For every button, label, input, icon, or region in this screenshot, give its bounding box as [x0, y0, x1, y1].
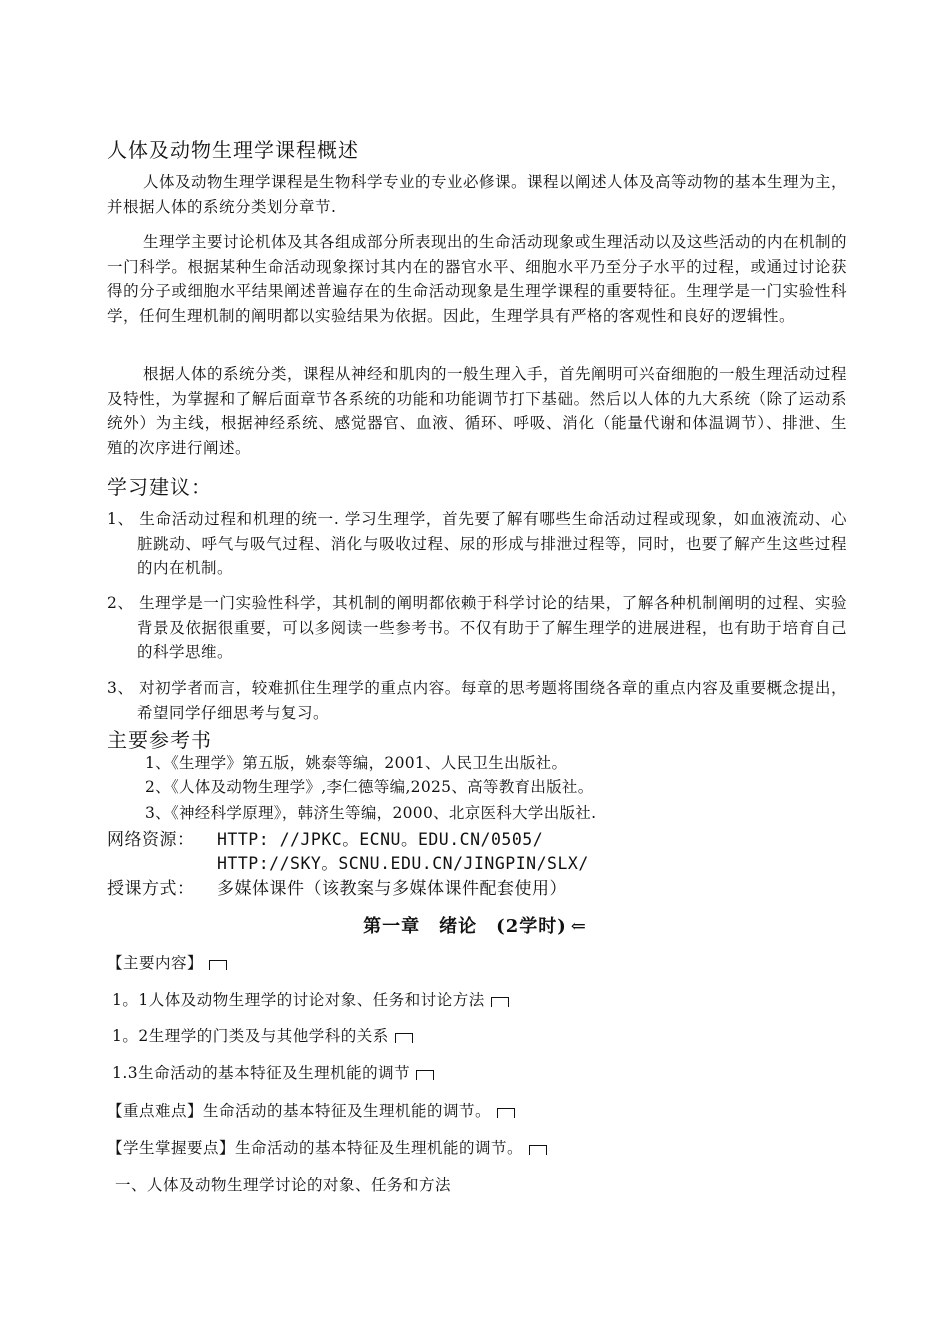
resource-url-2[interactable]: HTTP://SKY。SCNU.EDU.CN/JINGPIN/SLX/	[217, 854, 589, 873]
study-advice-heading: 学习建议：	[107, 475, 212, 499]
study-advice-item-3: 3、 对初学者而言，较难抓住生理学的重点内容。每章的思考题将围绕各章的重点内容及重要概念提出，希望同学仔细思考与复习。	[107, 679, 847, 722]
reference-item-1: 1、《生理学》第五版，姚泰等编，2001、人民卫生出版社。	[145, 754, 568, 772]
paragraph-mark-icon	[529, 1145, 547, 1155]
references-heading: 主要参考书	[107, 728, 212, 752]
arrow-mark-icon: ⇐	[570, 916, 587, 937]
teaching-method-value: 多媒体课件（该教案与多媒体课件配套使用）	[217, 879, 567, 899]
chapter-title	[0, 912, 950, 938]
teaching-method-label: 授课方式：	[107, 879, 195, 899]
chapter-title-text: 第一章 绪论 (2学时)	[363, 916, 567, 937]
teaching-method-row	[107, 874, 567, 899]
study-advice-item-1: 1、 生命活动过程和机理的统一. 学习生理学，首先要了解有哪些生命活动过程或现象，如血液流动、心脏跳动、呼气与吸气过程、消化与吸收过程、尿的形成与排泄过程等，同时，也要了解产生这些过程的内在机制。	[107, 510, 847, 577]
web-resources-row-2	[107, 850, 589, 874]
intro-paragraph-3: 根据人体的系统分类，课程从神经和肌肉的一般生理入手，首先阐明可兴奋细胞的一般生理活动过程及特性，为掌握和了解后面章节各系统的功能和功能调节打下基础。然后以人体的九大系统（除了运动系统外）为主线，根据神经系统、感觉器官、血液、循环、呼吸、消化（能量代谢和体温调节）、排泄、生殖的次序进行阐述。	[107, 365, 848, 457]
web-resources-label: 网络资源：	[107, 830, 195, 850]
paragraph-mark-icon	[209, 960, 227, 970]
content-section-1: 1。1人体及动物生理学的讨论对象、任务和讨论方法	[112, 988, 509, 1010]
page-title: 人体及动物生理学课程概述	[107, 138, 359, 162]
paragraph-mark-icon	[416, 1070, 434, 1080]
content-section-2: 1。2生理学的门类及与其他学科的关系	[112, 1024, 413, 1046]
section-one-heading: 一、人体及动物生理学讨论的对象、任务和方法	[115, 1176, 452, 1194]
reference-item-3: 3、《神经科学原理》，韩济生等编，2000、北京医科大学出版社.	[145, 804, 597, 822]
reference-item-2: 2、《人体及动物生理学》,李仁德等编,2025、高等教育出版社。	[145, 778, 594, 796]
study-advice-item-2: 2、 生理学是一门实验性科学，其机制的阐明都依赖于科学讨论的结果，了解各种机制阐明的过程、实验背景及依据很重要，可以多阅读一些参考书。不仅有助于了解生理学的进展进程，也有助于培育自己的科学思维。	[107, 594, 847, 661]
resource-url-1[interactable]: HTTP: //JPKC。ECNU。EDU.CN/0505/	[217, 830, 544, 849]
content-section-3: 1.3生命活动的基本特征及生理机能的调节	[112, 1061, 434, 1083]
paragraph-mark-icon	[497, 1108, 515, 1118]
intro-paragraph-1: 人体及动物生理学课程是生物科学专业的专业必修课。课程以阐述人体及高等动物的基本生理为主，并根据人体的系统分类划分章节.	[107, 173, 848, 216]
web-resources-row	[107, 825, 543, 850]
paragraph-mark-icon	[395, 1033, 413, 1043]
intro-paragraph-2: 生理学主要讨论机体及其各组成部分所表现出的生命活动现象或生理活动以及这些活动的内在机制的一门科学。根据某种生命活动现象探讨其内在的器官水平、细胞水平乃至分子水平的过程，或通过讨论获得的分子或细胞水平结果阐述普遍存在的生命活动现象是生理学课程的重要特征。生理学是一门实验性科学，任何生理机制的阐明都以实验结果为依据。因此，生理学具有严格的客观性和良好的逻辑性。	[107, 233, 848, 325]
paragraph-mark-icon	[491, 997, 509, 1007]
key-points: 【重点难点】生命活动的基本特征及生理机能的调节。	[107, 1099, 515, 1121]
mastery-points: 【学生掌握要点】生命活动的基本特征及生理机能的调节。	[107, 1136, 547, 1158]
main-content-label: 【主要内容】	[107, 951, 227, 973]
